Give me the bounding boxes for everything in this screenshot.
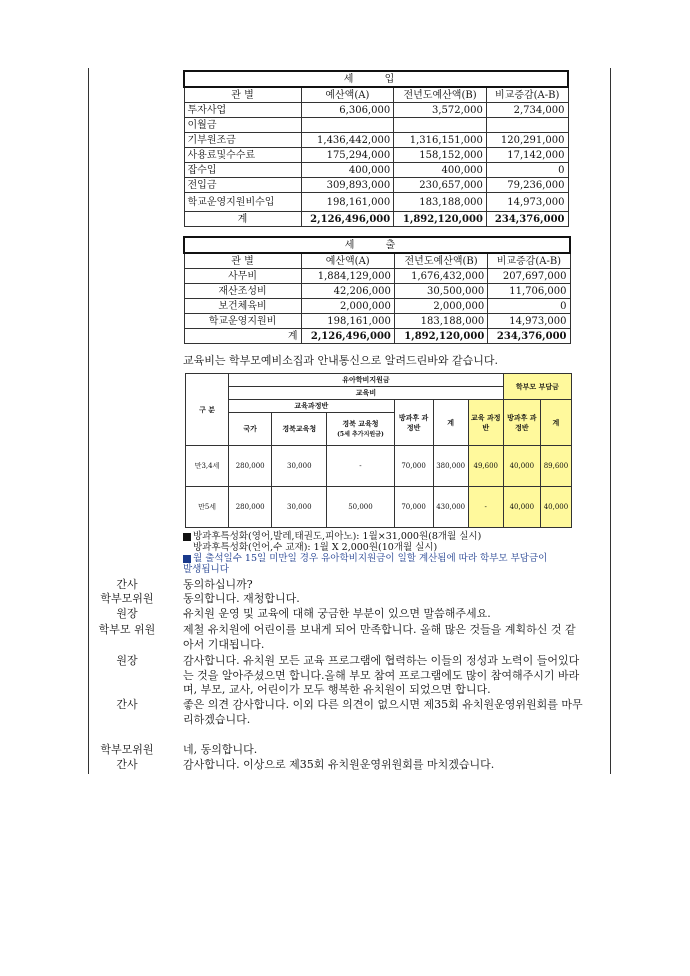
minutes-text: 제철 유치원에 어린이를 보내게 되어 만족합니다. 올해 많은 것들을 계획하신 것 같 [183,623,576,636]
table-row [184,269,570,284]
cell: 40,000 [540,487,571,528]
table-row [184,163,568,178]
age-cell: 만3,4세 [186,446,229,487]
gyeongbuk5-header [327,413,394,446]
cell: 50,000 [327,487,394,528]
note-line-2: 방과후특성화(언어,수 교재): 1월 X 2,000원(10개월 실시) [193,542,438,553]
row-label: 계 [184,212,301,227]
row-label: 재산조성비 [184,284,301,299]
cell: 1,892,120,000 [394,329,487,344]
row-label: 학교운영지원비수입 [184,193,301,212]
cell: 183,188,000 [394,314,487,329]
minutes-text: 며, 부모, 교사, 어린이가 모두 행복한 유치원이 되었으면 합니다. [183,683,491,696]
note-text: 방과후특성화(영어,발레,태권도,피아노): 1월×31,000원(8개월 실시) [193,531,482,542]
speaker-label: 원장 [116,654,138,667]
cell: 0 [486,163,568,178]
cell: 49,600 [468,446,503,487]
table-row [184,284,570,299]
gubun-header: 구 분 [186,374,229,446]
table-row [184,148,568,163]
minutes-text: 동의합니다. 재청합니다. [183,592,300,605]
parent-total-header: 계 [540,400,571,446]
cell: 11,706,000 [488,284,570,299]
cell: 1,676,432,000 [394,269,487,284]
cell: 40,000 [503,487,540,528]
total-row [184,329,570,344]
cell: 234,376,000 [488,329,570,344]
cell: 400,000 [394,163,487,178]
row-label: 보건체육비 [184,299,301,314]
cell: 70,000 [394,446,433,487]
note-line-4: 발생됩니다 [183,564,229,575]
row-label: 이월금 [184,118,301,133]
table-row [184,193,568,212]
row-label: 사용료및수수료 [184,148,301,163]
cell: 14,973,000 [488,314,570,329]
edu-course-header: 교육과정반 [229,400,394,413]
cell: 0 [488,299,570,314]
cell: 120,291,000 [486,133,568,148]
cell: 40,000 [503,446,540,487]
age-cell: 만5세 [186,487,229,528]
parent-edu-header: 교육 과정반 [468,400,503,446]
speaker-label: 학부모위원 [100,592,154,605]
cell: 198,161,000 [301,193,394,212]
header-cell: 전년도예산액(B) [394,87,487,103]
expense-title: 세 출 [184,237,570,253]
cell: - [468,487,503,528]
cell: 234,376,000 [486,212,568,227]
row-label: 기부원조금 [184,133,301,148]
header-cell: 전년도예산액(B) [394,253,487,269]
cell: 14,973,000 [486,193,568,212]
cell: - [327,446,394,487]
header-cell: 관 별 [184,253,301,269]
table-row [184,118,568,133]
row-label: 학교운영지원비 [184,314,301,329]
minutes-text: 아서 기대됩니다. [183,637,265,651]
minutes-text: 감사합니다. 유치원 모든 교육 프로그램에 협력하는 이들의 정성과 노력이 들어있다 [183,654,580,667]
gyeongbuk5-label: 경북 교육청 [342,418,379,428]
gyeongbuk-header: 경북교육청 [272,413,327,446]
cell: 309,893,000 [301,178,394,193]
minutes-text: 동의하십니까? [183,578,253,591]
cell: 280,000 [229,446,272,487]
table-row [184,178,568,193]
note-text: 월 출석일수 15일 미만일 경우 유아학비지원금이 일할 계산됨에 따라 학부모 부담금이 [193,553,548,564]
row-label: 계 [184,329,301,344]
gukga-header: 국가 [229,413,272,446]
minutes-text: 유치원 운영 및 교육에 대해 궁금한 부분이 있으면 말씀해주세요. [183,607,491,620]
table-row [184,314,570,329]
row-label: 전입금 [184,178,301,193]
minutes-text: 는 것을 알아주셨으면 합니다.올해 부모 참여 프로그램에도 많이 참여해주시기 바라 [183,668,580,682]
header-cell: 비교증감(A-B) [488,253,570,269]
cell: 17,142,000 [486,148,568,163]
fee-table [185,373,572,528]
cell [301,118,394,133]
table-row [186,446,572,487]
expense-table [183,236,571,344]
cell: 1,892,120,000 [394,212,487,227]
intro-text: 교육비는 학부모예비소집과 안내통신으로 알려드린바와 같습니다. [183,354,499,367]
support-group-header: 유아학비지원금 [229,374,504,387]
header-cell: 비교증감(A-B) [486,87,568,103]
row-label: 투자사업 [184,103,301,118]
revenue-title: 세 입 [184,71,568,87]
revenue-table [183,70,569,227]
minutes-text: 네, 동의합니다. [183,743,258,756]
table-row [184,299,570,314]
cell: 2,734,000 [486,103,568,118]
cell: 430,000 [433,487,468,528]
edu-fee-header: 교육비 [229,387,504,400]
cell: 198,161,000 [301,314,394,329]
cell: 230,657,000 [394,178,487,193]
bullet-square-icon [183,533,191,541]
cell: 183,188,000 [394,193,487,212]
gyeongbuk5-note: (5세 추가지원금) [337,430,384,438]
speaker-label: 학부모위원 [100,743,154,756]
cell: 79,236,000 [486,178,568,193]
cell: 280,000 [229,487,272,528]
cell: 30,000 [272,446,327,487]
note-line-3 [183,553,547,564]
cell: 2,000,000 [301,299,394,314]
row-label: 사무비 [184,269,301,284]
cell: 42,206,000 [301,284,394,299]
header-cell: 예산액(A) [301,87,394,103]
after-school-header: 방과후 과정반 [394,400,433,446]
cell [486,118,568,133]
cell: 30,000 [272,487,327,528]
cell [394,118,487,133]
minutes-text: 감사합니다. 이상으로 제35회 유치원운영위원회를 마치겠습니다. [183,758,495,771]
total-row [184,212,568,227]
minutes-text: 리하겠습니다. [183,712,251,726]
cell: 1,884,129,000 [301,269,394,284]
table-row [184,103,568,118]
speaker-label: 원장 [116,607,138,620]
cell: 1,316,151,000 [394,133,487,148]
parent-group-header: 학부모 부담금 [503,374,571,400]
speaker-label: 학부모 위원 [98,623,156,636]
cell: 2,126,496,000 [301,329,394,344]
minutes-text: 좋은 의견 감사합니다. 이외 다른 의견이 없으시면 제35회 유치원운영위원회를 마무 [183,698,583,711]
cell: 175,294,000 [301,148,394,163]
cell: 2,000,000 [394,299,487,314]
speaker-label: 간사 [116,578,138,591]
cell: 89,600 [540,446,571,487]
parent-after-header: 방과후 과정반 [503,400,540,446]
speaker-label: 간사 [116,698,138,711]
cell: 400,000 [301,163,394,178]
header-cell: 관 별 [184,87,301,103]
cell: 380,000 [433,446,468,487]
bullet-square-icon [183,555,191,563]
cell: 2,126,496,000 [301,212,394,227]
cell: 3,572,000 [394,103,487,118]
table-row [186,487,572,528]
note-line-1 [183,531,481,542]
row-label: 잡수입 [184,163,301,178]
total-header: 계 [433,400,468,446]
header-cell: 예산액(A) [301,253,394,269]
cell: 70,000 [394,487,433,528]
cell: 30,500,000 [394,284,487,299]
cell: 158,152,000 [394,148,487,163]
cell: 207,697,000 [488,269,570,284]
cell: 1,436,442,000 [301,133,394,148]
cell: 6,306,000 [301,103,394,118]
table-row [184,133,568,148]
speaker-label: 간사 [116,758,138,771]
